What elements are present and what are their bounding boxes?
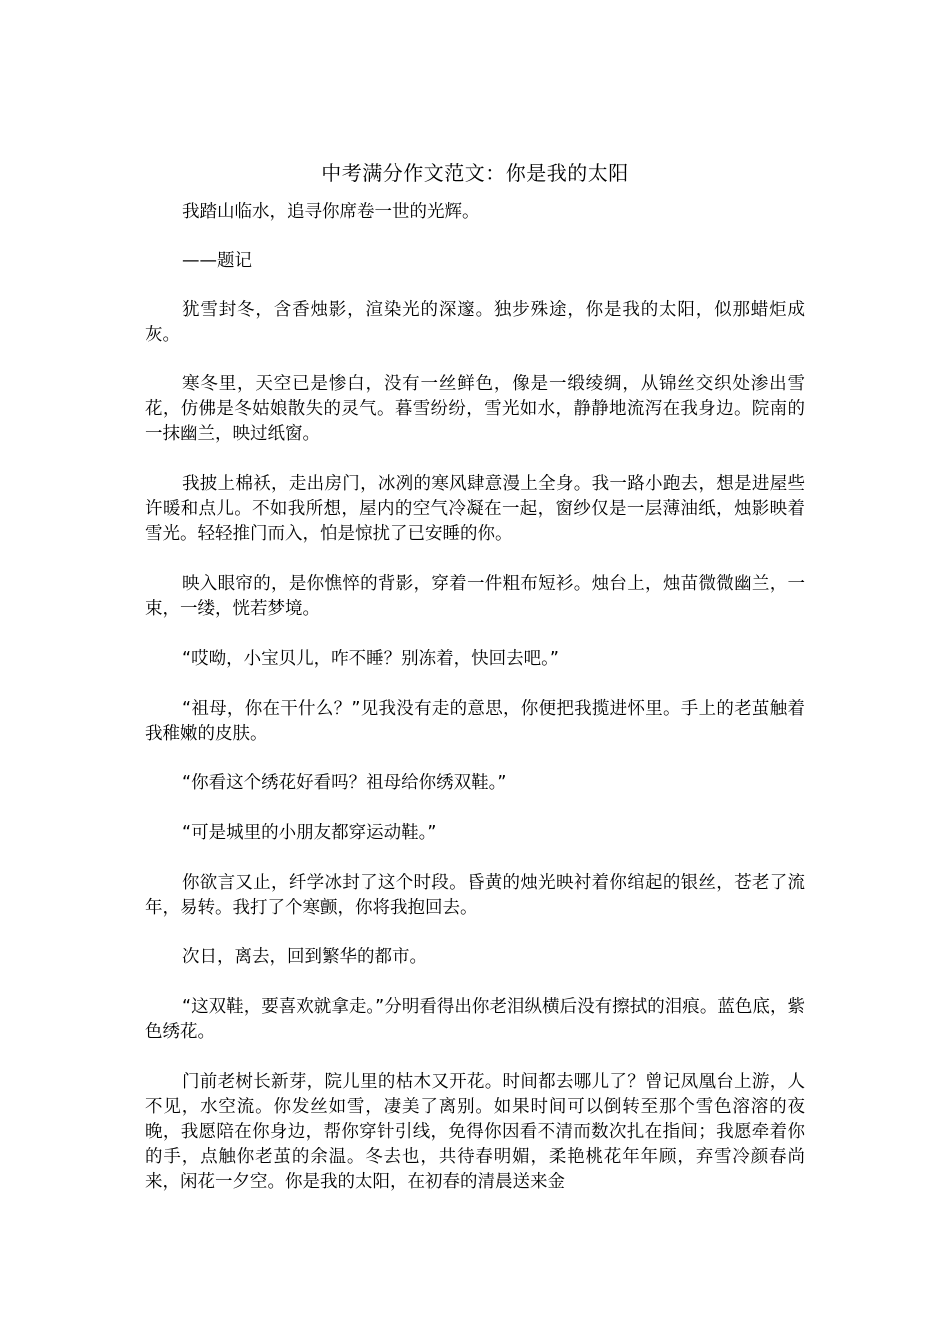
paragraph: “祖母，你在干什么？”见我没有走的意思，你便把我揽进怀里。手上的老茧触着我稚嫩的皮肤。: [145, 699, 805, 744]
paragraph: 你欲言又止，纤学冰封了这个时段。昏黄的烛光映衬着你绾起的银丝，苍老了流年，易转。我打了个寒颤，你将我抱回去。: [145, 873, 805, 918]
paragraph: 门前老树长新芽，院儿里的枯木又开花。时间都去哪儿了？曾记凤凰台上游，人不见，水空流。你发丝如雪，凄美了离别。如果时间可以倒转至那个雪色溶溶的夜晚，我愿陪在你身边，帮你穿针引线，免得你因看不清而数次扎在指间；我愿牵着你的手，点触你老茧的余温。冬去也，共待春明媚，柔艳桃花年年顾，弃雪冷颜春尚来，闲花一夕空。你是我的太阳，在初春的清晨送来金: [145, 1072, 805, 1192]
paragraph: 次日，离去，回到繁华的都市。: [182, 947, 427, 967]
paragraph: “你看这个绣花好看吗？祖母给你绣双鞋。”: [182, 773, 507, 793]
paragraph: 我披上棉袄，走出房门，冰冽的寒风肆意漫上全身。我一路小跑去，想是进屋些许暖和点儿。不如我所想，屋内的空气冷凝在一起，窗纱仅是一层薄油纸，烛影映着雪光。轻轻推门而入，怕是惊扰了已安睡的你。: [145, 474, 805, 544]
epigraph-attribution: ——题记: [182, 251, 252, 271]
paragraph: “哎呦，小宝贝儿，咋不睡？别冻着，快回去吧。”: [182, 649, 559, 669]
paragraph: 映入眼帘的，是你憔悴的背影，穿着一件粗布短衫。烛台上，烛苗微微幽兰，一束，一缕，恍若梦境。: [145, 574, 805, 619]
document-title: 中考满分作文范文：你是我的太阳: [321, 161, 629, 185]
paragraph: “可是城里的小朋友都穿运动鞋。”: [182, 823, 437, 843]
paragraph: 犹雪封冬，含香烛影，渲染光的深邃。独步殊途，你是我的太阳，似那蜡炬成灰。: [145, 300, 805, 345]
paragraph: 寒冬里，天空已是惨白，没有一丝鲜色，像是一缎绫绸，从锦丝交织处渗出雪花，仿佛是冬姑娘散失的灵气。暮雪纷纷，雪光如水，静静地流泻在我身边。院南的一抹幽兰，映过纸窗。: [145, 374, 805, 444]
epigraph: 我踏山临水，追寻你席卷一世的光辉。: [182, 202, 480, 222]
paragraph: “这双鞋，要喜欢就拿走。”分明看得出你老泪纵横后没有擦拭的泪痕。蓝色底，紫色绣花。: [145, 997, 805, 1042]
